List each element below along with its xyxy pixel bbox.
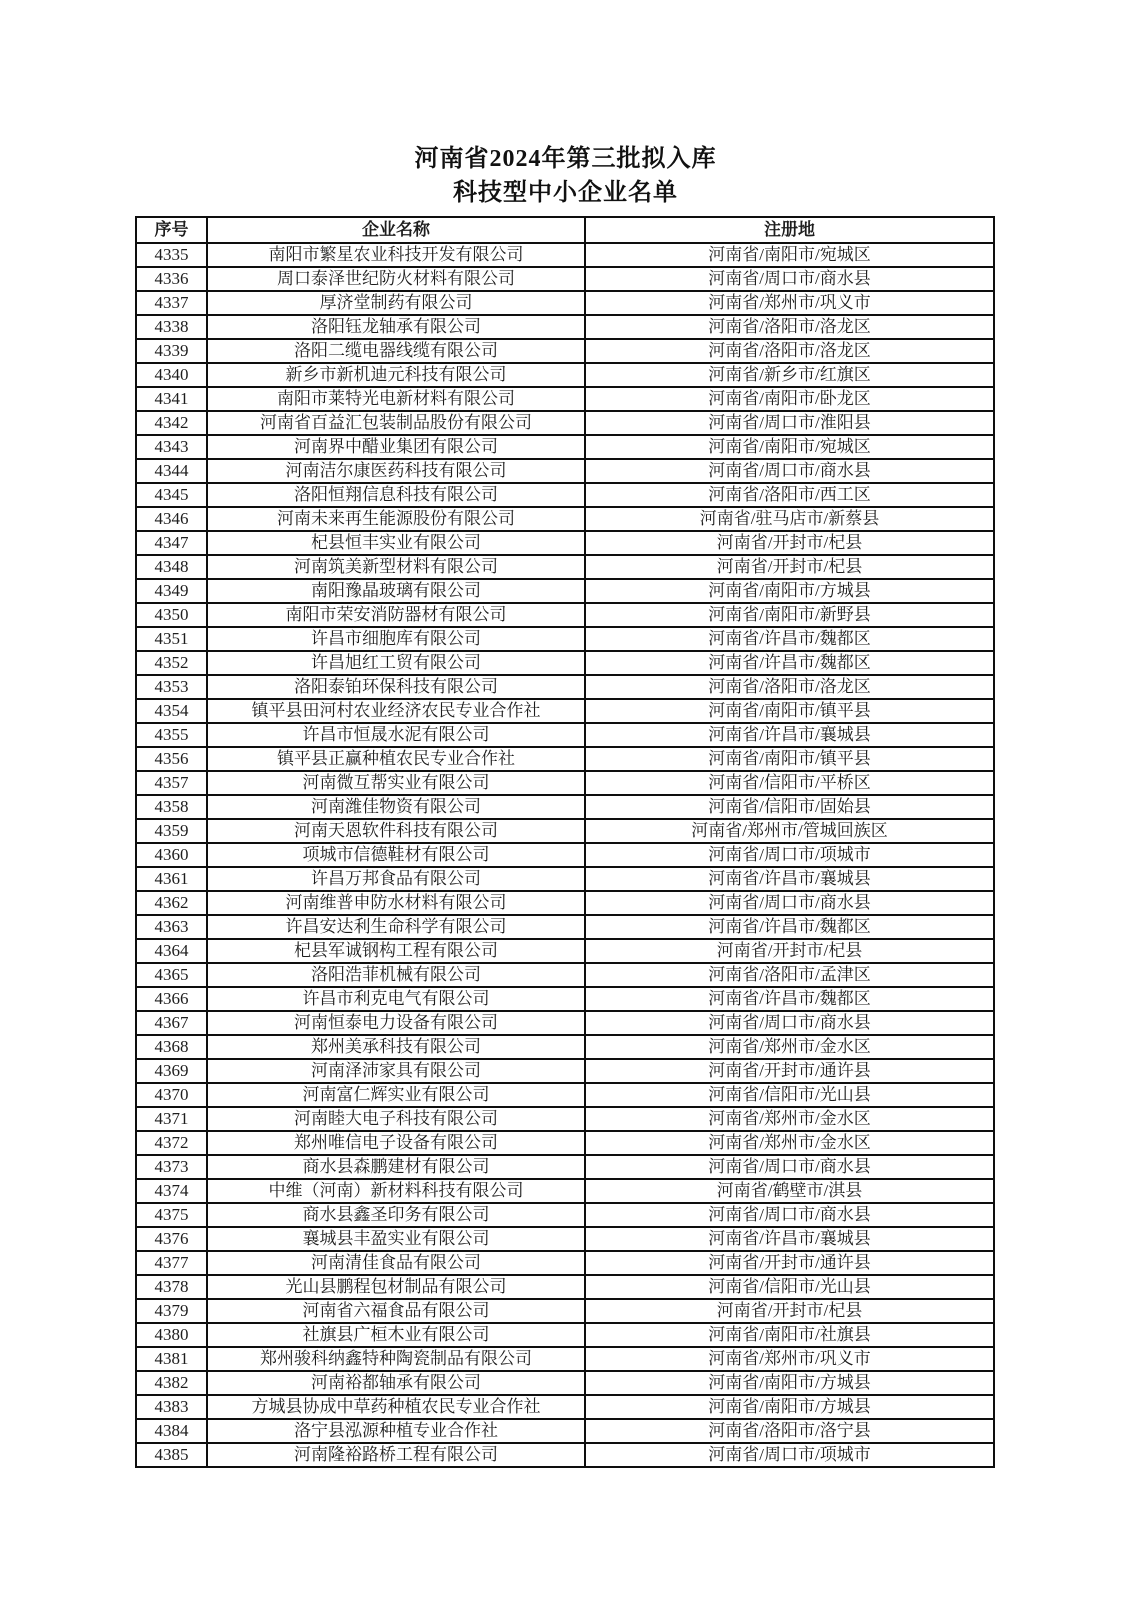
row-serial: 4337	[136, 291, 207, 315]
registration-location: 河南省/周口市/项城市	[585, 843, 994, 867]
registration-location: 河南省/周口市/商水县	[585, 891, 994, 915]
table-row	[136, 531, 994, 555]
company-name: 襄城县丰盈实业有限公司	[207, 1227, 585, 1251]
table-row	[136, 339, 994, 363]
row-serial: 4356	[136, 747, 207, 771]
company-name: 洛阳二缆电器线缆有限公司	[207, 339, 585, 363]
table-row	[136, 699, 994, 723]
company-name: 河南省百益汇包装制品股份有限公司	[207, 411, 585, 435]
company-name: 河南维普申防水材料有限公司	[207, 891, 585, 915]
table-row	[136, 1419, 994, 1443]
company-name: 河南省六福食品有限公司	[207, 1299, 585, 1323]
registration-location: 河南省/洛阳市/洛龙区	[585, 315, 994, 339]
table-row	[136, 483, 994, 507]
company-name: 河南界中醋业集团有限公司	[207, 435, 585, 459]
company-name: 洛阳恒翔信息科技有限公司	[207, 483, 585, 507]
company-name: 河南富仁辉实业有限公司	[207, 1083, 585, 1107]
table-row	[136, 411, 994, 435]
table-row	[136, 267, 994, 291]
row-serial: 4350	[136, 603, 207, 627]
company-name: 河南未来再生能源股份有限公司	[207, 507, 585, 531]
registration-location: 河南省/开封市/通许县	[585, 1251, 994, 1275]
registration-location: 河南省/许昌市/魏都区	[585, 987, 994, 1011]
registration-location: 河南省/南阳市/卧龙区	[585, 387, 994, 411]
row-serial: 4341	[136, 387, 207, 411]
company-name: 周口泰泽世纪防火材料有限公司	[207, 267, 585, 291]
table-row	[136, 315, 994, 339]
table-row	[136, 1371, 994, 1395]
registration-location: 河南省/南阳市/镇平县	[585, 699, 994, 723]
table-row	[136, 1275, 994, 1299]
registration-location: 河南省/周口市/项城市	[585, 1443, 994, 1467]
company-name: 南阳市莱特光电新材料有限公司	[207, 387, 585, 411]
company-name: 南阳市荣安消防器材有限公司	[207, 603, 585, 627]
row-serial: 4365	[136, 963, 207, 987]
table-row	[136, 939, 994, 963]
company-name: 郑州骏科纳鑫特种陶瓷制品有限公司	[207, 1347, 585, 1371]
table-row	[136, 651, 994, 675]
company-name: 光山县鹏程包材制品有限公司	[207, 1275, 585, 1299]
table-row	[136, 963, 994, 987]
registration-location: 河南省/南阳市/方城县	[585, 1395, 994, 1419]
registration-location: 河南省/信阳市/光山县	[585, 1275, 994, 1299]
registration-location: 河南省/信阳市/光山县	[585, 1083, 994, 1107]
table-row	[136, 891, 994, 915]
row-serial: 4354	[136, 699, 207, 723]
registration-location: 河南省/周口市/淮阳县	[585, 411, 994, 435]
table-row	[136, 915, 994, 939]
company-table	[135, 216, 995, 1468]
document-title-line2: 科技型中小企业名单	[453, 180, 678, 206]
company-name: 河南睦大电子科技有限公司	[207, 1107, 585, 1131]
company-table-header	[136, 217, 994, 243]
company-name: 许昌万邦食品有限公司	[207, 867, 585, 891]
row-serial: 4361	[136, 867, 207, 891]
document-title-line1: 河南省2024年第三批拟入库	[414, 146, 717, 172]
table-row	[136, 1011, 994, 1035]
row-serial: 4343	[136, 435, 207, 459]
registration-location: 河南省/周口市/商水县	[585, 1155, 994, 1179]
registration-location: 河南省/南阳市/新野县	[585, 603, 994, 627]
company-name: 河南裕都轴承有限公司	[207, 1371, 585, 1395]
row-serial: 4336	[136, 267, 207, 291]
table-row	[136, 555, 994, 579]
table-row	[136, 387, 994, 411]
row-serial: 4378	[136, 1275, 207, 1299]
registration-location: 河南省/开封市/杞县	[585, 1299, 994, 1323]
registration-location: 河南省/郑州市/巩义市	[585, 291, 994, 315]
registration-location: 河南省/洛阳市/孟津区	[585, 963, 994, 987]
row-serial: 4369	[136, 1059, 207, 1083]
table-row	[136, 603, 994, 627]
company-name: 河南泽沛家具有限公司	[207, 1059, 585, 1083]
table-row	[136, 675, 994, 699]
company-name: 许昌旭红工贸有限公司	[207, 651, 585, 675]
registration-location: 河南省/南阳市/宛城区	[585, 435, 994, 459]
table-row	[136, 579, 994, 603]
row-serial: 4381	[136, 1347, 207, 1371]
company-name: 郑州美承科技有限公司	[207, 1035, 585, 1059]
company-name: 河南恒泰电力设备有限公司	[207, 1011, 585, 1035]
registration-location: 河南省/洛阳市/洛龙区	[585, 675, 994, 699]
registration-location: 河南省/鹤壁市/淇县	[585, 1179, 994, 1203]
row-serial: 4340	[136, 363, 207, 387]
company-name: 河南隆裕路桥工程有限公司	[207, 1443, 585, 1467]
row-serial: 4353	[136, 675, 207, 699]
company-name: 镇平县正赢种植农民专业合作社	[207, 747, 585, 771]
registration-location: 河南省/信阳市/固始县	[585, 795, 994, 819]
company-name: 许昌市细胞库有限公司	[207, 627, 585, 651]
registration-location: 河南省/洛阳市/西工区	[585, 483, 994, 507]
row-serial: 4385	[136, 1443, 207, 1467]
row-serial: 4360	[136, 843, 207, 867]
registration-location: 河南省/郑州市/金水区	[585, 1131, 994, 1155]
row-serial: 4370	[136, 1083, 207, 1107]
header-row	[136, 217, 994, 243]
row-serial: 4380	[136, 1323, 207, 1347]
registration-location: 河南省/新乡市/红旗区	[585, 363, 994, 387]
row-serial: 4347	[136, 531, 207, 555]
table-row	[136, 1299, 994, 1323]
company-name: 洛阳泰铂环保科技有限公司	[207, 675, 585, 699]
row-serial: 4335	[136, 243, 207, 267]
company-name: 许昌安达利生命科学有限公司	[207, 915, 585, 939]
row-serial: 4348	[136, 555, 207, 579]
registration-location: 河南省/郑州市/金水区	[585, 1035, 994, 1059]
table-row	[136, 1107, 994, 1131]
registration-location: 河南省/南阳市/宛城区	[585, 243, 994, 267]
company-name: 方城县协成中草药种植农民专业合作社	[207, 1395, 585, 1419]
table-row	[136, 1179, 994, 1203]
row-serial: 4366	[136, 987, 207, 1011]
row-serial: 4374	[136, 1179, 207, 1203]
registration-location: 河南省/开封市/通许县	[585, 1059, 994, 1083]
company-name: 河南筑美新型材料有限公司	[207, 555, 585, 579]
company-name: 项城市信德鞋材有限公司	[207, 843, 585, 867]
table-row	[136, 795, 994, 819]
table-row	[136, 843, 994, 867]
registration-location: 河南省/洛阳市/洛宁县	[585, 1419, 994, 1443]
registration-location: 河南省/周口市/商水县	[585, 459, 994, 483]
registration-location: 河南省/开封市/杞县	[585, 531, 994, 555]
company-name: 洛阳浩菲机械有限公司	[207, 963, 585, 987]
company-name: 社旗县广桓木业有限公司	[207, 1323, 585, 1347]
document-title	[0, 142, 1131, 210]
table-row	[136, 1155, 994, 1179]
row-serial: 4363	[136, 915, 207, 939]
registration-location: 河南省/驻马店市/新蔡县	[585, 507, 994, 531]
company-name: 洛宁县泓源种植专业合作社	[207, 1419, 585, 1443]
table-row	[136, 1395, 994, 1419]
row-serial: 4373	[136, 1155, 207, 1179]
registration-location: 河南省/洛阳市/洛龙区	[585, 339, 994, 363]
table-row	[136, 1059, 994, 1083]
company-name: 杞县军诚钢构工程有限公司	[207, 939, 585, 963]
company-name: 南阳市繁星农业科技开发有限公司	[207, 243, 585, 267]
row-serial: 4358	[136, 795, 207, 819]
company-name: 河南洁尔康医药科技有限公司	[207, 459, 585, 483]
table-row	[136, 459, 994, 483]
company-name: 杞县恒丰实业有限公司	[207, 531, 585, 555]
table-row	[136, 627, 994, 651]
row-serial: 4368	[136, 1035, 207, 1059]
registration-location: 河南省/许昌市/襄城县	[585, 723, 994, 747]
row-serial: 4376	[136, 1227, 207, 1251]
registration-location: 河南省/许昌市/魏都区	[585, 627, 994, 651]
header-registration-location: 注册地	[585, 217, 994, 243]
table-row	[136, 1227, 994, 1251]
registration-location: 河南省/南阳市/社旗县	[585, 1323, 994, 1347]
company-name: 厚济堂制药有限公司	[207, 291, 585, 315]
company-table-body	[136, 243, 994, 1467]
row-serial: 4375	[136, 1203, 207, 1227]
company-name: 河南微互帮实业有限公司	[207, 771, 585, 795]
row-serial: 4359	[136, 819, 207, 843]
row-serial: 4382	[136, 1371, 207, 1395]
row-serial: 4367	[136, 1011, 207, 1035]
registration-location: 河南省/郑州市/金水区	[585, 1107, 994, 1131]
company-name: 郑州唯信电子设备有限公司	[207, 1131, 585, 1155]
row-serial: 4352	[136, 651, 207, 675]
company-name: 河南潍佳物资有限公司	[207, 795, 585, 819]
company-name: 中维（河南）新材料科技有限公司	[207, 1179, 585, 1203]
registration-location: 河南省/南阳市/镇平县	[585, 747, 994, 771]
row-serial: 4351	[136, 627, 207, 651]
registration-location: 河南省/许昌市/魏都区	[585, 915, 994, 939]
table-row	[136, 723, 994, 747]
table-row	[136, 291, 994, 315]
company-name: 河南天恩软件科技有限公司	[207, 819, 585, 843]
row-serial: 4364	[136, 939, 207, 963]
registration-location: 河南省/南阳市/方城县	[585, 579, 994, 603]
table-row	[136, 819, 994, 843]
row-serial: 4349	[136, 579, 207, 603]
table-row	[136, 435, 994, 459]
row-serial: 4345	[136, 483, 207, 507]
row-serial: 4372	[136, 1131, 207, 1155]
table-row	[136, 1347, 994, 1371]
table-row	[136, 1203, 994, 1227]
row-serial: 4355	[136, 723, 207, 747]
table-row	[136, 507, 994, 531]
table-row	[136, 1251, 994, 1275]
row-serial: 4371	[136, 1107, 207, 1131]
row-serial: 4362	[136, 891, 207, 915]
row-serial: 4377	[136, 1251, 207, 1275]
row-serial: 4346	[136, 507, 207, 531]
company-name: 河南清佳食品有限公司	[207, 1251, 585, 1275]
row-serial: 4342	[136, 411, 207, 435]
table-row	[136, 1035, 994, 1059]
table-row	[136, 771, 994, 795]
registration-location: 河南省/周口市/商水县	[585, 1011, 994, 1035]
registration-location: 河南省/信阳市/平桥区	[585, 771, 994, 795]
registration-location: 河南省/郑州市/巩义市	[585, 1347, 994, 1371]
table-row	[136, 1443, 994, 1467]
table-row	[136, 747, 994, 771]
registration-location: 河南省/许昌市/魏都区	[585, 651, 994, 675]
row-serial: 4338	[136, 315, 207, 339]
table-row	[136, 867, 994, 891]
company-name: 洛阳钰龙轴承有限公司	[207, 315, 585, 339]
row-serial: 4379	[136, 1299, 207, 1323]
row-serial: 4383	[136, 1395, 207, 1419]
row-serial: 4339	[136, 339, 207, 363]
company-name: 南阳豫晶玻璃有限公司	[207, 579, 585, 603]
table-row	[136, 987, 994, 1011]
company-name: 商水县鑫圣印务有限公司	[207, 1203, 585, 1227]
table-row	[136, 1323, 994, 1347]
registration-location: 河南省/许昌市/襄城县	[585, 1227, 994, 1251]
registration-location: 河南省/许昌市/襄城县	[585, 867, 994, 891]
row-serial: 4357	[136, 771, 207, 795]
company-name: 镇平县田河村农业经济农民专业合作社	[207, 699, 585, 723]
registration-location: 河南省/周口市/商水县	[585, 267, 994, 291]
company-name: 商水县森鹏建材有限公司	[207, 1155, 585, 1179]
registration-location: 河南省/开封市/杞县	[585, 555, 994, 579]
registration-location: 河南省/南阳市/方城县	[585, 1371, 994, 1395]
company-name: 许昌市利克电气有限公司	[207, 987, 585, 1011]
registration-location: 河南省/周口市/商水县	[585, 1203, 994, 1227]
registration-location: 河南省/开封市/杞县	[585, 939, 994, 963]
row-serial: 4384	[136, 1419, 207, 1443]
row-serial: 4344	[136, 459, 207, 483]
header-serial: 序号	[136, 217, 207, 243]
table-row	[136, 1131, 994, 1155]
company-name: 许昌市恒晟水泥有限公司	[207, 723, 585, 747]
table-row	[136, 363, 994, 387]
header-company-name: 企业名称	[207, 217, 585, 243]
table-row	[136, 1083, 994, 1107]
registration-location: 河南省/郑州市/管城回族区	[585, 819, 994, 843]
table-row	[136, 243, 994, 267]
company-name: 新乡市新机迪元科技有限公司	[207, 363, 585, 387]
